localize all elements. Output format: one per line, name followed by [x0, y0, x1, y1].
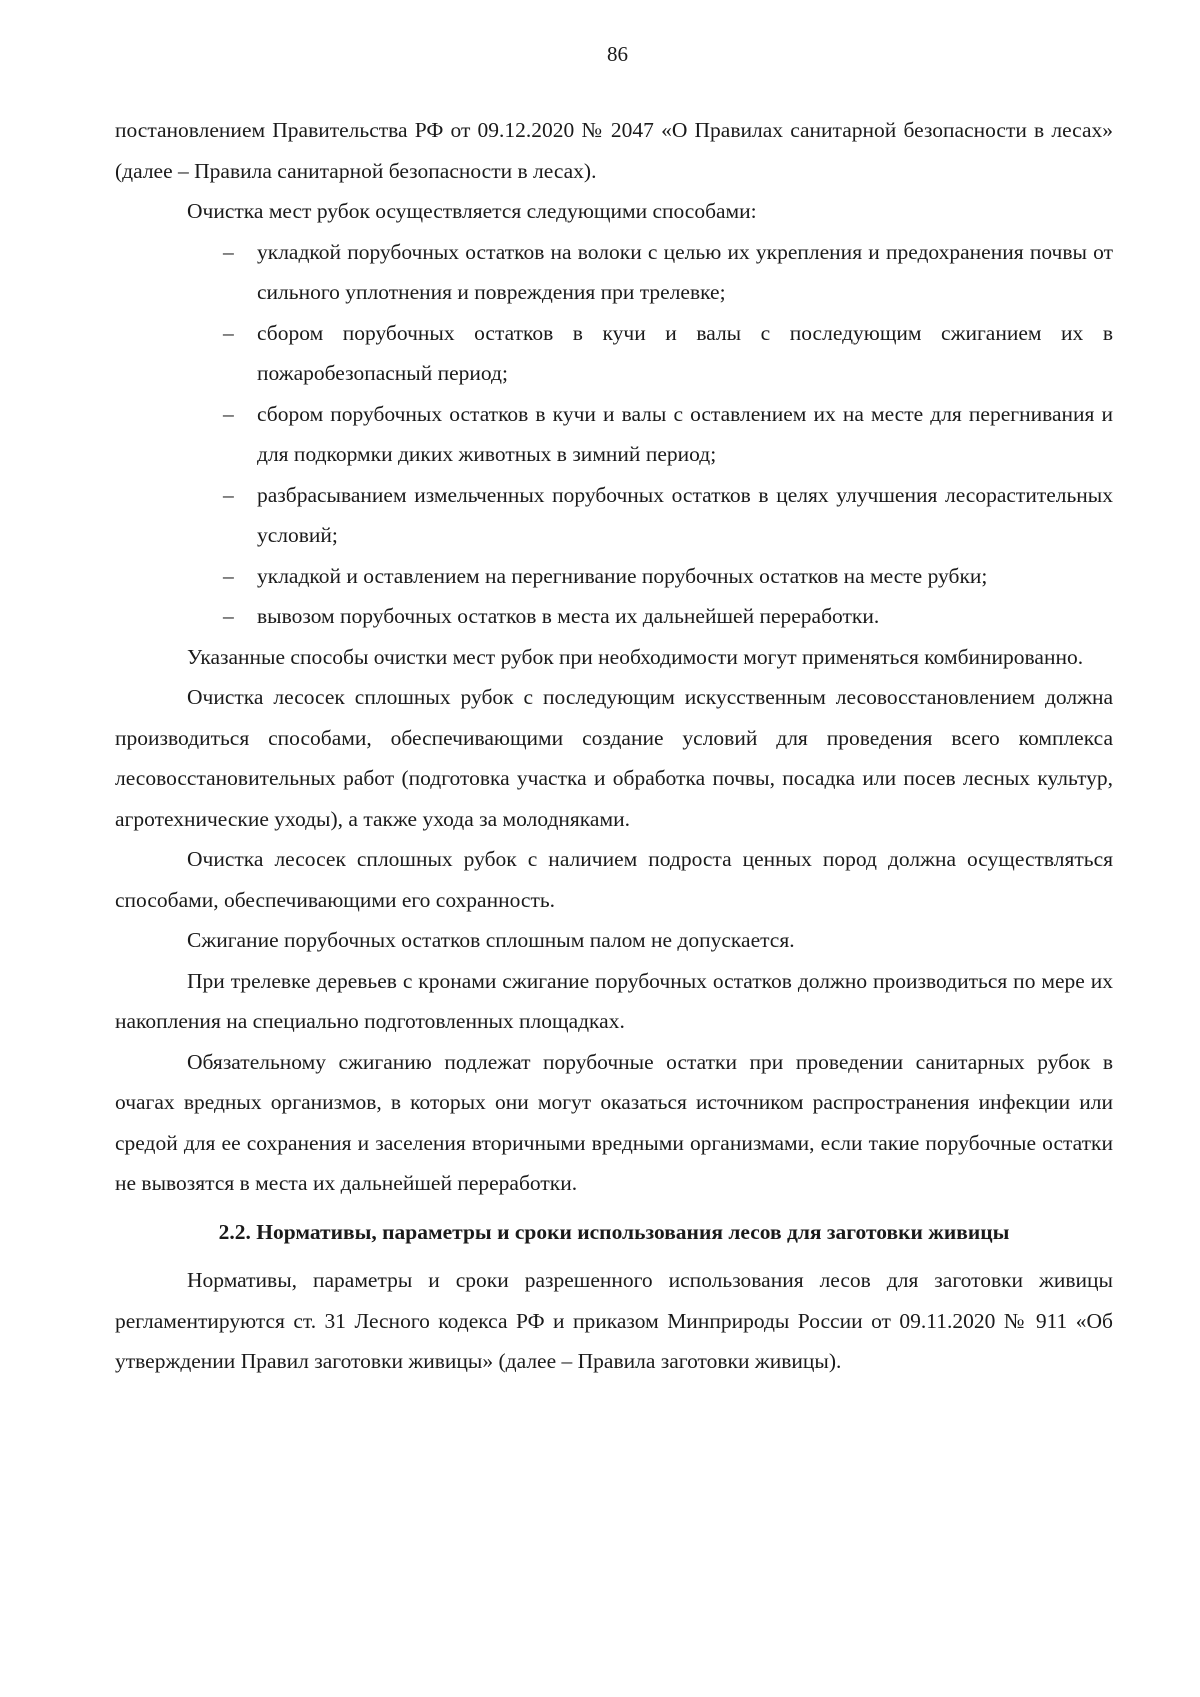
cleaning-methods-list	[115, 232, 1113, 637]
list-item-text: укладкой и оставлением на перегнивание порубочных остатков на месте рубки;	[257, 563, 988, 588]
list-item	[115, 475, 1113, 556]
paragraph: Сжигание порубочных остатков сплошным палом не допускается.	[187, 928, 795, 952]
paragraph: При трелевке деревьев с кронами сжигание порубочных остатков должно производиться по мере их накопления на специально подготовленных площадках.	[115, 968, 1113, 1033]
list-dash: –	[223, 320, 234, 345]
list-dash: –	[223, 563, 234, 588]
list-item-text: укладкой порубочных остатков на волоки с целью их укрепления и предохранения почвы от сильного уплотнения и повреждения при трелевке;	[257, 239, 1113, 304]
paragraph: Очистка лесосек сплошных рубок с наличием подроста ценных пород должна осуществляться способами, обеспечивающими его сохранность.	[115, 847, 1113, 912]
list-item-text: вывозом порубочных остатков в места их дальнейшей переработки.	[257, 604, 880, 628]
list-dash: –	[223, 482, 234, 507]
paragraph: Очистка лесосек сплошных рубок с последующим искусственным лесовосстановлением должна производиться способами, обеспечивающими создание условий для проведения всего комплекса лесовосстановительных работ (подготовка участка и обработка почвы, посадка или посев лесных культур, агротехнические уходы), а также ухода за молодняками.	[115, 685, 1113, 831]
list-item-text: сбором порубочных остатков в кучи и валы с последующим сжиганием их в пожаробезопасный период;	[257, 320, 1113, 385]
list-item	[115, 596, 1113, 637]
paragraph: Указанные способы очистки мест рубок при необходимости могут применяться комбинированно.	[187, 644, 1084, 669]
list-dash: –	[223, 401, 234, 426]
list-item-text: разбрасыванием измельченных порубочных остатков в целях улучшения лесорастительных условий;	[257, 482, 1113, 547]
list-item	[115, 232, 1113, 313]
paragraph: Нормативы, параметры и сроки разрешенного использования лесов для заготовки живицы регламентируются ст. 31 Лесного кодекса РФ и приказом Минприроды России от 09.11.2020 № 911 «Об утверждении Правил заготовки живицы» (далее – Правила заготовки живицы).	[115, 1268, 1113, 1373]
page-number: 86	[607, 42, 628, 66]
paragraph-continuation: постановлением Правительства РФ от 09.12.2020 № 2047 «О Правилах санитарной безопасности в лесах» (далее – Правила санитарной безопасности в лесах).	[115, 118, 1113, 183]
list-item	[115, 556, 1113, 597]
page-content	[115, 110, 1113, 1382]
list-dash: –	[223, 239, 234, 264]
list-item	[115, 313, 1113, 394]
list-item	[115, 394, 1113, 475]
list-item-text: сбором порубочных остатков в кучи и валы с оставлением их на месте для перегнивания и для подкормки диких животных в зимний период;	[257, 401, 1113, 466]
paragraph: Обязательному сжиганию подлежат порубочные остатки при проведении санитарных рубок в очагах вредных организмов, в которых они могут оказаться источником распространения инфекции или средой для ее сохранения и заселения вторичными вредными организмами, если такие порубочные остатки не вывозятся в места их дальнейшей переработки.	[115, 1049, 1113, 1195]
paragraph-list-intro: Очистка мест рубок осуществляется следующими способами:	[187, 199, 757, 223]
section-heading: 2.2. Нормативы, параметры и сроки использования лесов для заготовки живицы	[218, 1219, 1010, 1244]
list-dash: –	[223, 604, 234, 628]
